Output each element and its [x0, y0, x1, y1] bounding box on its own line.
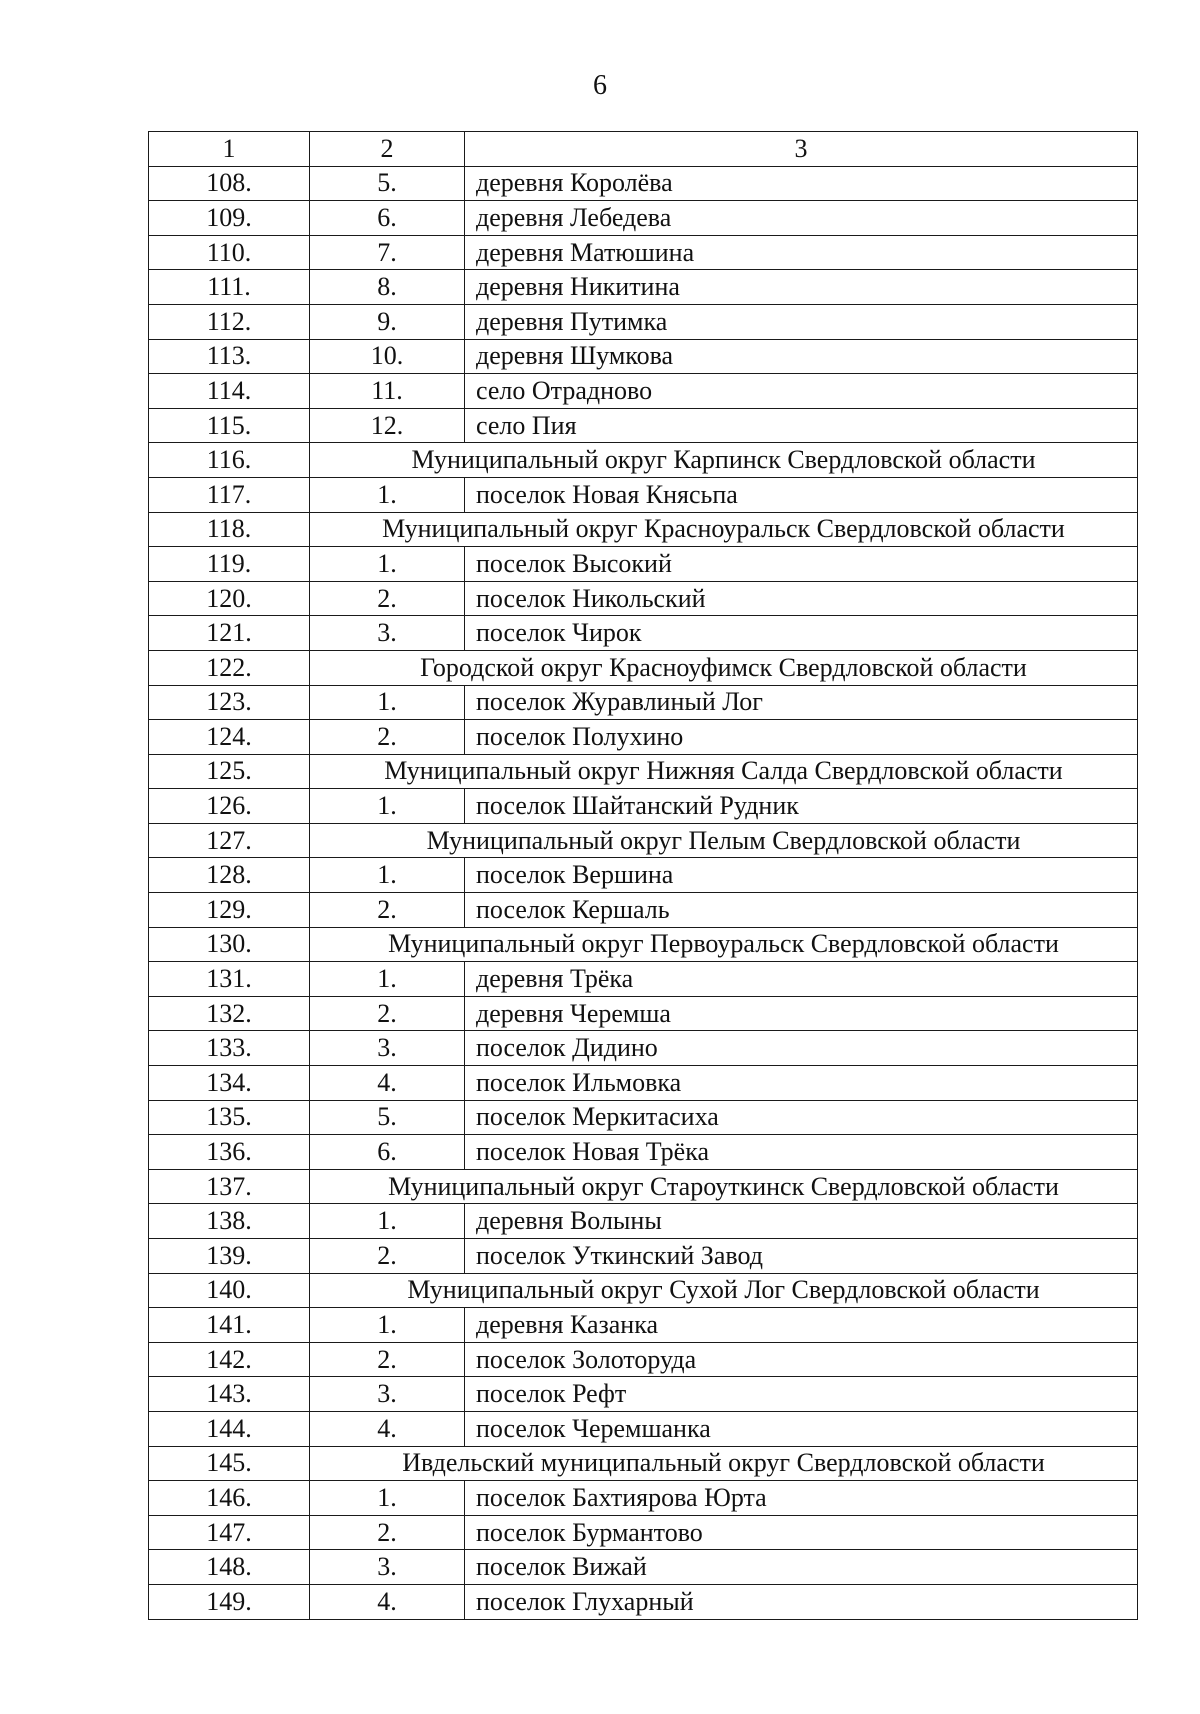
row-number: 116.: [149, 443, 310, 478]
table-header-row: [149, 132, 1138, 167]
table-row: [149, 858, 1138, 893]
sub-number: 8.: [310, 270, 465, 305]
table-row: [149, 1066, 1138, 1101]
row-number: 128.: [149, 858, 310, 893]
settlement-name: деревня Черемша: [465, 996, 1138, 1031]
sub-number: 2.: [310, 1515, 465, 1550]
district-name: Муниципальный округ Староуткинск Свердловской области: [310, 1169, 1138, 1204]
settlement-name: поселок Бурмантово: [465, 1515, 1138, 1550]
sub-number: 1.: [310, 1308, 465, 1343]
row-number: 131.: [149, 962, 310, 997]
table-row: [149, 720, 1138, 755]
settlement-name: поселок Бахтиярова Юрта: [465, 1481, 1138, 1516]
row-number: 127.: [149, 823, 310, 858]
table-row: [149, 477, 1138, 512]
row-number: 126.: [149, 789, 310, 824]
settlement-name: поселок Глухарный: [465, 1584, 1138, 1619]
sub-number: 1.: [310, 789, 465, 824]
district-name: Муниципальный округ Карпинск Свердловской области: [310, 443, 1138, 478]
row-number: 108.: [149, 166, 310, 201]
settlement-name: поселок Кершаль: [465, 893, 1138, 928]
row-number: 118.: [149, 512, 310, 547]
sub-number: 10.: [310, 339, 465, 374]
settlement-name: поселок Черемшанка: [465, 1411, 1138, 1446]
table-row: [149, 304, 1138, 339]
row-number: 133.: [149, 1031, 310, 1066]
table-row: [149, 581, 1138, 616]
settlement-name: поселок Ильмовка: [465, 1066, 1138, 1101]
table-row: [149, 685, 1138, 720]
settlement-name: поселок Рефт: [465, 1377, 1138, 1412]
table-row: [149, 1239, 1138, 1274]
district-name: Муниципальный округ Красноуральск Свердловской области: [310, 512, 1138, 547]
sub-number: 5.: [310, 1100, 465, 1135]
settlement-name: село Отрадново: [465, 374, 1138, 409]
row-number: 134.: [149, 1066, 310, 1101]
table-row: [149, 1135, 1138, 1170]
table-row: [149, 616, 1138, 651]
table-row: [149, 408, 1138, 443]
row-number: 121.: [149, 616, 310, 651]
table-row: [149, 789, 1138, 824]
row-number: 112.: [149, 304, 310, 339]
district-name: Городской округ Красноуфимск Свердловской области: [310, 650, 1138, 685]
district-name: Ивдельский муниципальный округ Свердловской области: [310, 1446, 1138, 1481]
sub-number: 1.: [310, 685, 465, 720]
settlements-table: [148, 131, 1138, 1620]
sub-number: 1.: [310, 1204, 465, 1239]
row-number: 123.: [149, 685, 310, 720]
settlement-name: деревня Никитина: [465, 270, 1138, 305]
sub-number: 1.: [310, 477, 465, 512]
sub-number: 1.: [310, 1481, 465, 1516]
district-name: Муниципальный округ Пелым Свердловской области: [310, 823, 1138, 858]
table-row: [149, 1342, 1138, 1377]
settlement-name: поселок Новая Трёка: [465, 1135, 1138, 1170]
sub-number: 4.: [310, 1066, 465, 1101]
header-col-2: 2: [310, 132, 465, 167]
sub-number: 2.: [310, 1342, 465, 1377]
row-number: 146.: [149, 1481, 310, 1516]
table-row: [149, 1550, 1138, 1585]
header-col-1: 1: [149, 132, 310, 167]
table-row: [149, 235, 1138, 270]
row-number: 125.: [149, 754, 310, 789]
sub-number: 5.: [310, 166, 465, 201]
table-row: [149, 893, 1138, 928]
row-number: 113.: [149, 339, 310, 374]
settlement-name: деревня Королёва: [465, 166, 1138, 201]
table-row: [149, 201, 1138, 236]
table-row: [149, 166, 1138, 201]
settlement-name: деревня Путимка: [465, 304, 1138, 339]
settlement-name: поселок Журавлиный Лог: [465, 685, 1138, 720]
district-name: Муниципальный округ Нижняя Салда Свердловской области: [310, 754, 1138, 789]
district-row: [149, 443, 1138, 478]
row-number: 111.: [149, 270, 310, 305]
row-number: 148.: [149, 1550, 310, 1585]
district-row: [149, 1169, 1138, 1204]
row-number: 129.: [149, 893, 310, 928]
table-body: [149, 166, 1138, 1619]
district-name: Муниципальный округ Сухой Лог Свердловской области: [310, 1273, 1138, 1308]
table-row: [149, 1031, 1138, 1066]
row-number: 135.: [149, 1100, 310, 1135]
district-row: [149, 1446, 1138, 1481]
settlement-name: поселок Вершина: [465, 858, 1138, 893]
table-row: [149, 1584, 1138, 1619]
sub-number: 2.: [310, 1239, 465, 1274]
settlement-name: деревня Волыны: [465, 1204, 1138, 1239]
sub-number: 3.: [310, 616, 465, 651]
row-number: 109.: [149, 201, 310, 236]
district-row: [149, 1273, 1138, 1308]
row-number: 144.: [149, 1411, 310, 1446]
settlement-name: поселок Золоторуда: [465, 1342, 1138, 1377]
row-number: 137.: [149, 1169, 310, 1204]
row-number: 145.: [149, 1446, 310, 1481]
table-row: [149, 339, 1138, 374]
sub-number: 3.: [310, 1377, 465, 1412]
settlement-name: деревня Шумкова: [465, 339, 1138, 374]
table-row: [149, 1411, 1138, 1446]
sub-number: 9.: [310, 304, 465, 339]
settlement-name: поселок Никольский: [465, 581, 1138, 616]
row-number: 139.: [149, 1239, 310, 1274]
district-name: Муниципальный округ Первоуральск Свердловской области: [310, 927, 1138, 962]
settlement-name: деревня Лебедева: [465, 201, 1138, 236]
sub-number: 7.: [310, 235, 465, 270]
settlement-name: поселок Шайтанский Рудник: [465, 789, 1138, 824]
page-number: 6: [593, 70, 607, 101]
row-number: 110.: [149, 235, 310, 270]
settlement-name: деревня Матюшина: [465, 235, 1138, 270]
sub-number: 6.: [310, 201, 465, 236]
row-number: 132.: [149, 996, 310, 1031]
sub-number: 3.: [310, 1031, 465, 1066]
table-row: [149, 1515, 1138, 1550]
row-number: 114.: [149, 374, 310, 409]
settlement-name: деревня Казанка: [465, 1308, 1138, 1343]
header-col-3: 3: [465, 132, 1138, 167]
table-row: [149, 374, 1138, 409]
settlement-name: поселок Полухино: [465, 720, 1138, 755]
table-row: [149, 1377, 1138, 1412]
row-number: 147.: [149, 1515, 310, 1550]
settlement-name: поселок Новая Княсьпа: [465, 477, 1138, 512]
sub-number: 1.: [310, 858, 465, 893]
table-row: [149, 1308, 1138, 1343]
settlement-name: село Пия: [465, 408, 1138, 443]
table-row: [149, 1204, 1138, 1239]
row-number: 115.: [149, 408, 310, 443]
district-row: [149, 650, 1138, 685]
row-number: 130.: [149, 927, 310, 962]
row-number: 141.: [149, 1308, 310, 1343]
district-row: [149, 823, 1138, 858]
table-row: [149, 1481, 1138, 1516]
district-row: [149, 512, 1138, 547]
table-row: [149, 547, 1138, 582]
sub-number: 2.: [310, 996, 465, 1031]
sub-number: 4.: [310, 1411, 465, 1446]
table-row: [149, 270, 1138, 305]
settlement-name: поселок Высокий: [465, 547, 1138, 582]
sub-number: 11.: [310, 374, 465, 409]
sub-number: 2.: [310, 581, 465, 616]
sub-number: 12.: [310, 408, 465, 443]
settlement-name: деревня Трёка: [465, 962, 1138, 997]
district-row: [149, 927, 1138, 962]
settlement-name: поселок Вижай: [465, 1550, 1138, 1585]
sub-number: 4.: [310, 1584, 465, 1619]
settlement-name: поселок Чирок: [465, 616, 1138, 651]
sub-number: 3.: [310, 1550, 465, 1585]
row-number: 138.: [149, 1204, 310, 1239]
row-number: 117.: [149, 477, 310, 512]
table-row: [149, 996, 1138, 1031]
row-number: 124.: [149, 720, 310, 755]
table-row: [149, 962, 1138, 997]
row-number: 136.: [149, 1135, 310, 1170]
row-number: 140.: [149, 1273, 310, 1308]
sub-number: 1.: [310, 962, 465, 997]
sub-number: 6.: [310, 1135, 465, 1170]
settlement-name: поселок Уткинский Завод: [465, 1239, 1138, 1274]
row-number: 119.: [149, 547, 310, 582]
district-row: [149, 754, 1138, 789]
row-number: 122.: [149, 650, 310, 685]
sub-number: 2.: [310, 720, 465, 755]
settlement-name: поселок Меркитасиха: [465, 1100, 1138, 1135]
row-number: 120.: [149, 581, 310, 616]
row-number: 142.: [149, 1342, 310, 1377]
sub-number: 1.: [310, 547, 465, 582]
row-number: 143.: [149, 1377, 310, 1412]
table-row: [149, 1100, 1138, 1135]
row-number: 149.: [149, 1584, 310, 1619]
settlement-name: поселок Дидино: [465, 1031, 1138, 1066]
sub-number: 2.: [310, 893, 465, 928]
